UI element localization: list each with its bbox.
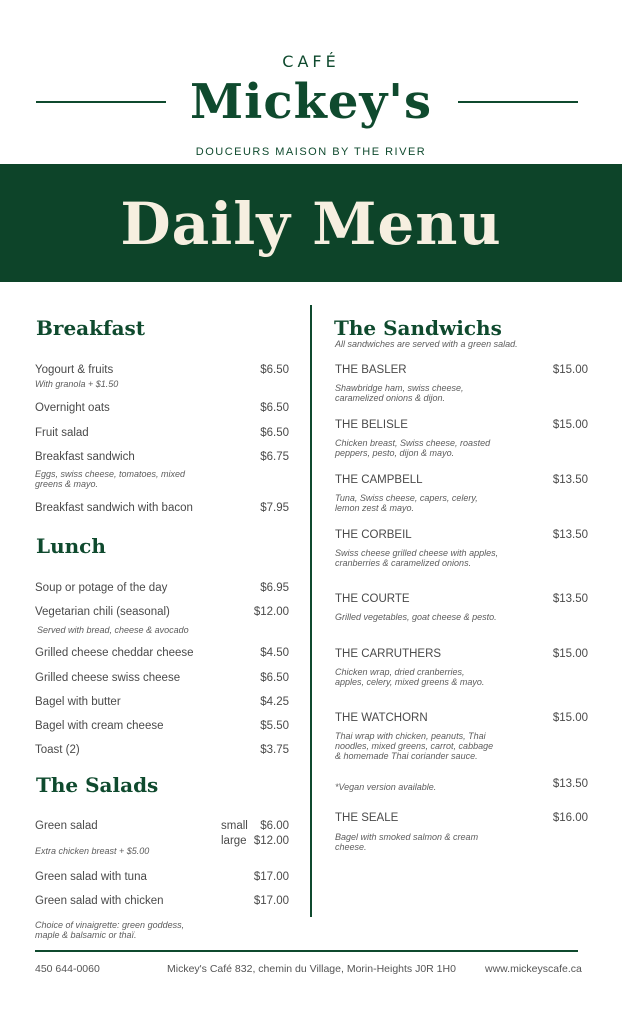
header-rule-right xyxy=(458,101,578,103)
menu-item-price: $12.00 xyxy=(253,606,289,618)
menu-item-name: Bagel with butter xyxy=(35,696,121,708)
menu-item-price: $17.00 xyxy=(253,895,289,907)
menu-item-note: Shawbridge ham, swiss cheese, caramelized onions & dijon. xyxy=(335,383,464,403)
size-label: small xyxy=(221,820,248,832)
vegan-note: *Vegan version available. xyxy=(335,782,437,792)
menu-item-name: THE WATCHORN xyxy=(335,712,428,724)
menu-item-price: $15.00 xyxy=(552,712,588,724)
menu-item-note: Grilled vegetables, goat cheese & pesto. xyxy=(335,612,497,622)
menu-item-price: $6.00 xyxy=(260,820,289,832)
menu-item-name: THE CARRUTHERS xyxy=(335,648,442,660)
menu-item-price: $12.00 xyxy=(253,835,289,847)
lunch-heading: Lunch xyxy=(36,534,106,558)
footer-phone: 450 644-0060 xyxy=(35,963,100,975)
menu-item-note: Extra chicken breast + $5.00 xyxy=(35,846,150,856)
menu-item-price: $15.00 xyxy=(552,419,588,431)
menu-item-price: $6.50 xyxy=(260,402,289,414)
page-title: Daily Menu xyxy=(120,190,502,258)
menu-item-price: $6.75 xyxy=(260,451,289,463)
menu-item-name: Grilled cheese cheddar cheese xyxy=(35,647,194,659)
menu-item-price: $17.00 xyxy=(253,871,289,883)
footer-website: www.mickeyscafe.ca xyxy=(485,963,582,975)
menu-item-name: Overnight oats xyxy=(35,402,110,414)
footer-rule xyxy=(35,950,578,952)
vinaigrette-note: Choice of vinaigrette: green goddess, maple & balsamic or thaï. xyxy=(35,920,185,940)
menu-item-name: THE SEALE xyxy=(335,812,399,824)
column-divider xyxy=(310,305,312,917)
menu-item-price: $15.00 xyxy=(552,648,588,660)
sandwiches-subtitle: All sandwiches are served with a green salad. xyxy=(335,339,518,349)
menu-item-price: $15.00 xyxy=(552,364,588,376)
menu-item-name: Soup or potage of the day xyxy=(35,582,168,594)
menu-item-name: Fruit salad xyxy=(35,427,89,439)
menu-item-name: Vegetarian chili (seasonal) xyxy=(35,606,170,618)
menu-item-price: $3.75 xyxy=(260,744,289,756)
cafe-label: CAFÉ xyxy=(282,52,340,71)
menu-item-price: $7.95 xyxy=(260,502,289,514)
tagline: DOUCEURS MAISON BY THE RIVER xyxy=(195,146,427,158)
menu-item-note: Bagel with smoked salmon & cream cheese. xyxy=(335,832,479,852)
breakfast-heading: Breakfast xyxy=(36,316,146,340)
size-label: large xyxy=(221,835,247,847)
menu-item-note: Eggs, swiss cheese, tomatoes, mixed greens & mayo. xyxy=(35,469,186,489)
menu-item-price: $5.50 xyxy=(260,720,289,732)
menu-item-note: With granola + $1.50 xyxy=(35,379,119,389)
menu-item-price: $6.50 xyxy=(260,672,289,684)
menu-item-name: Breakfast sandwich with bacon xyxy=(35,502,193,514)
menu-item-name: Green salad xyxy=(35,820,98,832)
menu-item-name: Bagel with cream cheese xyxy=(35,720,164,732)
menu-item-price: $13.50 xyxy=(552,593,588,605)
menu-item-price: $16.00 xyxy=(552,812,588,824)
menu-item-name: THE CAMPBELL xyxy=(335,474,423,486)
menu-item-price: $4.50 xyxy=(260,647,289,659)
menu-item-name: THE COURTE xyxy=(335,593,410,605)
menu-item-name: THE BELISLE xyxy=(335,419,408,431)
menu-item-note: Tuna, Swiss cheese, capers, celery, lemon zest & mayo. xyxy=(335,493,478,513)
menu-item-price: $13.50 xyxy=(552,529,588,541)
menu-item-price: $4.25 xyxy=(260,696,289,708)
menu-item-name: Breakfast sandwich xyxy=(35,451,135,463)
brand-logo: Mickey's xyxy=(190,74,432,130)
menu-item-price: $6.50 xyxy=(260,364,289,376)
menu-item-note: Chicken wrap, dried cranberries, apples, celery, mixed greens & mayo. xyxy=(335,667,485,687)
salads-heading: The Salads xyxy=(36,773,159,797)
menu-item-note: Chicken breast, Swiss cheese, roasted peppers, pesto, dijon & mayo. xyxy=(335,438,491,458)
title-banner xyxy=(0,164,622,282)
menu-item-name: THE CORBEIL xyxy=(335,529,412,541)
sandwiches-heading: The Sandwichs xyxy=(334,316,502,340)
menu-item-name: Green salad with chicken xyxy=(35,895,164,907)
menu-item-name: Yogourt & fruits xyxy=(35,364,114,376)
footer-address: Mickey's Café 832, chemin du Village, Morin-Heights J0R 1H0 xyxy=(167,963,456,975)
menu-item-price: $13.50 xyxy=(552,474,588,486)
vegan-price: $13.50 xyxy=(552,778,588,790)
menu-item-name: THE BASLER xyxy=(335,364,407,376)
menu-item-name: Grilled cheese swiss cheese xyxy=(35,672,181,684)
menu-item-name: Toast (2) xyxy=(35,744,80,756)
menu-item-note: Swiss cheese grilled cheese with apples, cranberries & caramelized onions. xyxy=(335,548,499,568)
menu-item-note: Served with bread, cheese & avocado xyxy=(37,625,189,635)
menu-item-note: Thai wrap with chicken, peanuts, Thai noodles, mixed greens, carrot, cabbage & homemade Thai coriander sauce. xyxy=(335,731,494,761)
menu-item-name: Green salad with tuna xyxy=(35,871,147,883)
menu-item-price: $6.95 xyxy=(260,582,289,594)
menu-item-price: $6.50 xyxy=(260,427,289,439)
